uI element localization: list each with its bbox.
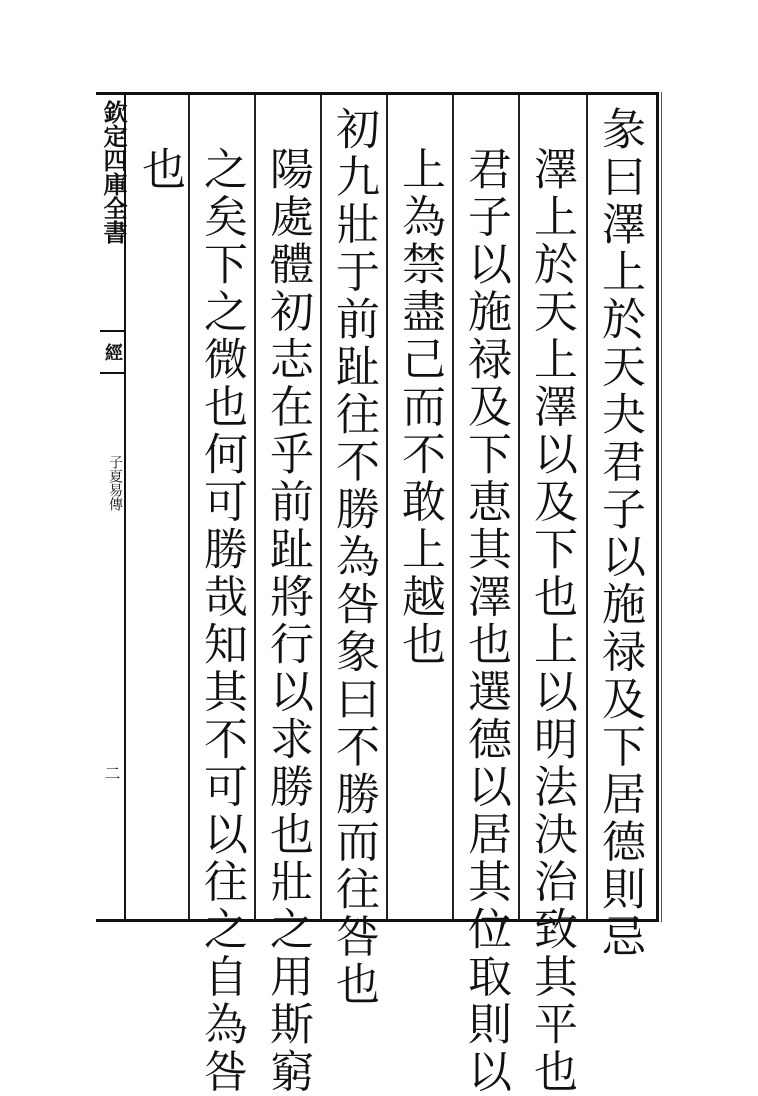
text-column-3: 君子以施禄及下恵其澤也選德以居其位取則以 (460, 146, 511, 1096)
text-column-7: 之矣下之微也何可勝哉知其不可以往之自為咎 (196, 146, 247, 1096)
column-rule (518, 95, 520, 919)
column-rule (320, 95, 322, 919)
fish-tail-mark: 經 (100, 330, 124, 374)
page-number: 二 (102, 765, 121, 781)
column-rule (586, 95, 588, 919)
column-rule (254, 95, 256, 919)
outer-border-right (652, 92, 662, 922)
text-column-1: 彖曰澤上於天夬君子以施禄及下居德則忌 (594, 106, 645, 961)
column-rule (188, 95, 190, 919)
text-column-8: 也 (134, 146, 185, 194)
book-title: 子夏易傳 (107, 455, 123, 511)
collection-title: 欽定四庫全書 (99, 100, 128, 244)
column-rule (452, 95, 454, 919)
text-column-4: 上為禁盡己而不敢上越也 (394, 146, 445, 669)
text-column-2: 澤上於天上澤以及下也上以明法決治致其平也 (526, 146, 577, 1096)
column-rule (386, 95, 388, 919)
text-column-6: 陽處體初志在乎前趾將行以求勝也壯之用斯窮 (262, 146, 313, 1096)
text-column-5: 初九壯于前趾往不勝為咎象曰不勝而往咎也 (328, 106, 379, 1009)
